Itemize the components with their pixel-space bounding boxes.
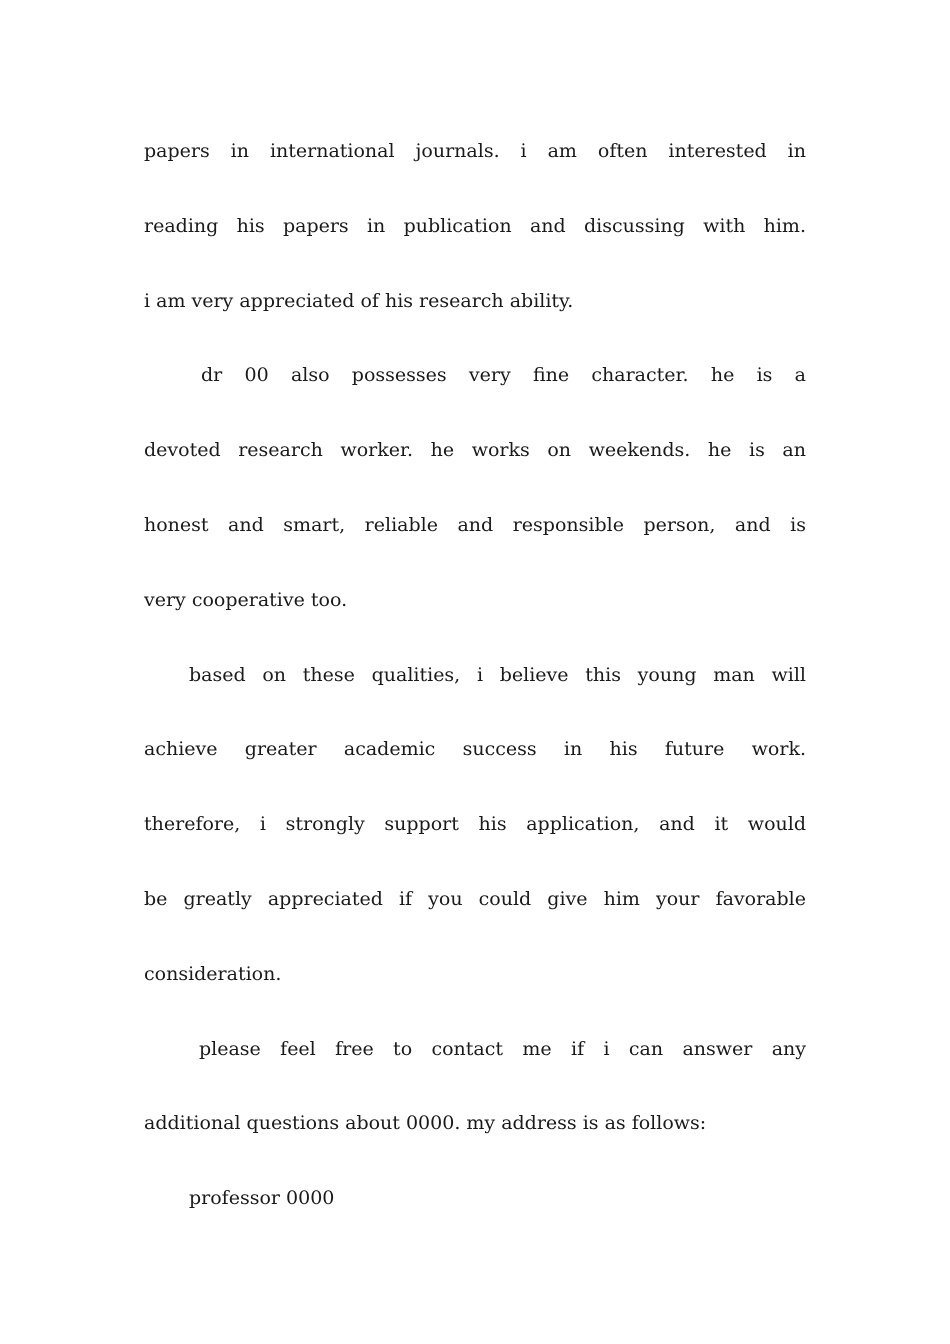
text-line: be greatly appreciated if you could give him your favorable [144, 887, 806, 910]
text-line: very cooperative too. [144, 588, 348, 611]
text-line: papers in international journals. i am often interested in [144, 140, 806, 162]
text-line: additional questions about 0000. my address is as follows: [144, 1112, 707, 1135]
text-line: professor 0000 [189, 1187, 335, 1210]
text-line: please feel free to contact me if i can answer any [199, 1037, 806, 1060]
text-line: reading his papers in publication and discussing with him. [144, 214, 806, 237]
letter-body [144, 114, 806, 1236]
text-line: consideration. [144, 962, 282, 985]
text-line: honest and smart, reliable and responsible person, and is [144, 513, 806, 536]
text-line: based on these qualities, i believe this young man will [189, 663, 806, 686]
text-line: therefore, i strongly support his application, and it would [144, 813, 806, 836]
text-line: achieve greater academic success in his future work. [144, 738, 806, 761]
text-line: i am very appreciated of his research ability. [144, 289, 574, 312]
text-line: dr 00 also possesses very fine character. he is a [201, 364, 806, 387]
text-line: devoted research worker. he works on weekends. he is an [144, 439, 806, 462]
